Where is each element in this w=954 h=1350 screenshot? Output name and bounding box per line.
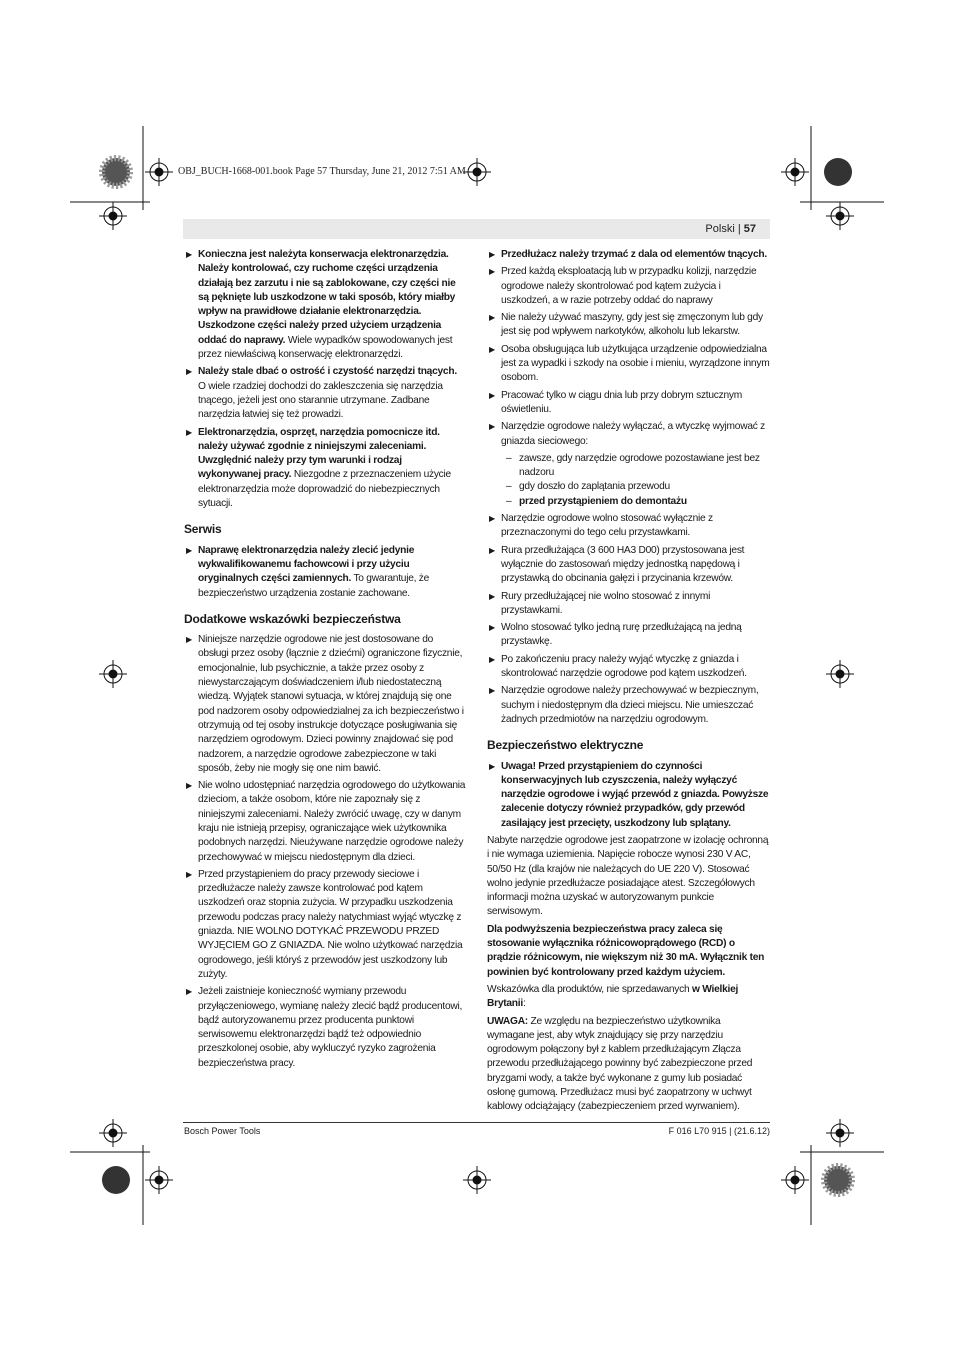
bullet-item: [487, 590, 770, 619]
uk-note-bold: w Wielkiej Brytanii: [487, 983, 739, 1010]
bullet-icon: ▶: [489, 654, 495, 664]
bullet-icon: ▶: [489, 313, 495, 323]
bullet-item: [184, 248, 466, 362]
electric-paragraph-4: [487, 1015, 770, 1115]
bullet-item: [487, 621, 770, 650]
bullet-item: [487, 248, 770, 262]
bullet-icon: ▶: [489, 545, 495, 555]
dash-item-text: przed przystąpieniem do demontażu: [519, 495, 687, 507]
bullet-item: [487, 653, 770, 682]
electric-heading: Bezpieczeństwo elektryczne: [487, 738, 644, 753]
bullet-item-text: Narzędzie ogrodowe należy przechowywać w bezpiecznym, suchym i niedostępnym dla dzieci miejscu. Nie umieszczać żadnych przedmiotów na narzędziu ogrodowym.: [501, 685, 759, 725]
bullet-item: [487, 684, 770, 727]
right-dash-list: [487, 452, 770, 509]
uk-note-end: :: [522, 998, 526, 1010]
bullet-item-text: Wiele wypadków spowodowanych jest przez niewłaściwą konserwację elektronarzędzi.: [198, 334, 453, 361]
electric-paragraph-1: Nabyte narzędzie ogrodowe jest zaopatrzone w izolację ochronną i nie wymaga uziemienia. Napięcie robocze wynosi 230 V AC, 50/50 Hz (dla krajów nie należących do UE 220 V). Stosować wolno jedynie przedłużacze posiadające atest. Szczegółowych informacji można uzyskać w autoryzowanym punkcie serwisowym.: [487, 834, 769, 918]
bullet-item-bold: Przedłużacz należy trzymać z dala od elementów tnących.: [501, 249, 767, 260]
bullet-item: [184, 426, 466, 512]
language-label: Polski: [705, 223, 735, 235]
bullet-item: [184, 868, 466, 982]
dash-item: [487, 495, 770, 509]
bullet-item: [487, 311, 770, 340]
bullet-item-text: Nie należy używać maszyny, gdy jest się zmęczonym lub gdy jest się pod wpływem narkotyków, alkoholu lub lekarstw.: [501, 312, 763, 338]
bullet-item-text: Wolno stosować tylko jedną rurę przedłużającą na jedną przystawkę.: [501, 622, 742, 648]
bullet-item-text: Po zakończeniu pracy należy wyjąć wtyczkę z gniazda i skontrolować narzędzie ogrodowe pod kątem uszkodzeń.: [501, 653, 747, 680]
bullet-item-text: Rury przedłużającej nie wolno stosować z innymi przystawkami.: [501, 590, 711, 616]
bullet-item-text: Narzędzie ogrodowe wolno stosować wyłącznie z przeznaczonymi do tego celu przystawkami.: [501, 513, 713, 539]
bullet-icon: ▶: [186, 250, 192, 259]
bullet-icon: ▶: [186, 869, 192, 879]
bullet-item-bold: Konieczna jest należyta konserwacja elektronarzędzia. Należy kontrolować, czy ruchome części urządzenia działają bez zarzutu i nie są zablokowane, czy części nie są pęknięte lub uszkodzone w taki sposób, który miałby wpływ na prawidłowe działanie elektronarzędzia. Uszkodzone części należy przed użyciem urządzenia oddać do naprawy.: [198, 249, 456, 346]
bullet-icon: ▶: [186, 545, 192, 555]
bullet-item: [184, 985, 466, 1071]
bullet-icon: ▶: [489, 344, 495, 354]
rcd-note: Dla podwyższenia bezpieczeństwa pracy zaleca się stosowanie wyłącznika różnicowoprądowego (RCD) o prądzie różnicowym, nie większym niż 30 mA. Wyłącznik ten powinien być kontrolowany przed każdym użyciem.: [487, 923, 765, 978]
header-separator: |: [737, 223, 741, 235]
bullet-icon: ▶: [186, 427, 192, 437]
bullet-item: [487, 544, 770, 587]
bullet-item-text: Narzędzie ogrodowe należy wyłączać, a wtyczkę wyjmować z gniazda sieciowego:: [501, 421, 765, 447]
bullet-item: [184, 633, 466, 776]
dash-item: [487, 480, 770, 494]
electric-item-bold: Uwaga! Przed przystąpieniem do czynności konserwacyjnych lub czyszczenia, należy wyłączyć narzędzie ogrodowe i wyjąć przewód z gniazda. Powyższe zalecenie dotyczy również przypadków, gdy przewód zasilający jest przecięty, uszkodzony lub splątany.: [501, 760, 769, 829]
warning-text: Ze względu na bezpieczeństwo użytkownika wymagane jest, aby wtyk znajdujący się przy narzędziu ogrodowym połączony był z kablem przedłużającym Złącza przewodu przedłużającego powinny być zabezpieczone przed bryzgami wody, a także być wykonane z gumy lub posiadać osłonę gumową. Przedłużacz musi być zaopatrzony w uchwyt kablowy odciążający (zabezpieczeniem przed wyrwaniem).: [487, 1015, 753, 1113]
bullet-icon: ▶: [186, 987, 192, 997]
page-label: [705, 223, 756, 235]
bullet-icon: ▶: [489, 267, 495, 277]
dash-item-text: gdy doszło do zaplątania przewodu: [519, 481, 670, 493]
right-bullet-list-1: [487, 248, 770, 449]
bullet-item-text: Przed przystąpieniem do pracy przewody sieciowe i przedłużacze należy zawsze kontrolować pod kątem uszkodzeń oraz stopnia zużycia. W przypadku uszkodzenia przewodu podczas pracy należy natychmiast wyjąć wtyczkę z gniazda. NIE WOLNO DOTYKAĆ PRZEWODU PRZED WYJĘCIEM GO Z GNIAZDA. Nie wolno użytkować narzędzia ogrodowego, jeśli któryś z przewodów jest uszkodzony lub zużyty.: [198, 868, 463, 980]
bullet-item-text: Jeżeli zaistnieje konieczność wymiany przewodu przyłączeniowego, wymianę należy zlecić bądź producentowi, bądź autoryzowanemu przez producenta punktowi serwisowemu elektronarzędzi bądź też odpowiednio przeszkolonej osobie, aby wykluczyć ryzyko zagrożenia bezpieczeństwa pracy.: [198, 986, 463, 1069]
bullet-item-text: Rura przedłużająca (3 600 HA3 D00) przystosowana jest wyłącznie do zastosowań między jednostką napędową i przystawką do obcinania gałęzi i przycinania krzewów.: [501, 544, 745, 585]
extra-safety-heading: Dodatkowe wskazówki bezpieczeństwa: [184, 611, 401, 626]
electric-paragraph-3: [487, 983, 770, 1012]
bullet-item-text: Osoba obsługująca lub użytkująca urządzenie odpowiedzialna jest za wypadki i szkody na osobie i mieniu, wyrządzone innym osobom.: [501, 343, 770, 384]
bullet-icon: ▶: [489, 390, 495, 400]
serwis-item-text: To gwarantuje, że bezpieczeństwo urządzenia zostanie zachowane.: [198, 573, 430, 599]
bullet-icon: ▶: [186, 367, 192, 377]
left-bullet-list-2: [184, 633, 466, 1071]
page-header: [183, 219, 770, 239]
warning-label: UWAGA:: [487, 1015, 528, 1027]
left-bullet-list-1: [184, 248, 466, 511]
serwis-heading: Serwis: [184, 522, 222, 537]
uk-note-text: Wskazówka dla produktów, nie sprzedawanych: [487, 983, 692, 995]
dash-item: [487, 452, 770, 481]
bullet-icon: ▶: [186, 635, 192, 645]
bullet-item: [487, 389, 770, 418]
bullet-item-bold: Należy stale dbać o ostrość i czystość narzędzi tnących.: [198, 366, 457, 378]
bullet-item-text: Pracować tylko w ciągu dnia lub przy dobrym sztucznym oświetleniu.: [501, 389, 742, 415]
bullet-item-text: Nie wolno udostępniać narzędzia ogrodowego do użytkowania dzieciom, a także osobom, które nie zapoznały się z niniejszymi zaleceniami. Należy zwrócić uwagę, czy w danym kraju nie istnieją przepisy, ograniczające wiek użytkownika podobnych narzędzi. Nieużywane narzędzie ogrodowe należy przechowywać w miejscu niedostępnym dla dzieci.: [198, 780, 466, 863]
footer-rule: [183, 1122, 770, 1123]
bullet-icon: ▶: [489, 422, 495, 432]
bullet-item-text: Niezgodne z przeznaczeniem użycie elektronarzędzia może doprowadzić do niebezpiecznych sytuacji.: [198, 469, 451, 510]
bullet-icon: ▶: [489, 686, 495, 696]
bullet-item: [487, 265, 770, 308]
bullet-icon: ▶: [489, 591, 495, 601]
serwis-item: [184, 544, 466, 601]
dash-icon: –: [506, 481, 512, 493]
left-column: [184, 248, 466, 1074]
dash-icon: –: [506, 452, 512, 464]
bullet-item-bold: Elektronarzędzia, osprzęt, narzędzia pomocnicze itd. należy używać zgodnie z niniejszymi zaleceniami. Uwzględnić należy przy tym warunki i rodzaj wykonywanej pracy.: [198, 426, 440, 481]
dash-item-text: zawsze, gdy narzędzie ogrodowe pozostawiane jest bez nadzoru: [519, 452, 760, 479]
bullet-item: [184, 365, 466, 422]
bullet-icon: ▶: [489, 761, 495, 771]
bullet-item: [487, 512, 770, 541]
bullet-item: [487, 420, 770, 449]
bullet-item: [487, 343, 770, 386]
right-bullet-list-2: [487, 512, 770, 727]
page-number: 57: [743, 223, 756, 235]
print-info: OBJ_BUCH-1668-001.book Page 57 Thursday, June 21, 2012 7:51 AM: [178, 166, 466, 177]
bullet-icon: ▶: [489, 250, 495, 259]
bullet-icon: ▶: [489, 623, 495, 633]
bullet-icon: ▶: [186, 781, 192, 791]
electric-item: [487, 760, 770, 831]
footer-doc-id: F 016 L70 915 | (21.6.12): [668, 1126, 770, 1136]
footer-brand: Bosch Power Tools: [184, 1126, 261, 1136]
electric-paragraph-2: [487, 923, 770, 980]
bullet-item-text: Niniejsze narzędzie ogrodowe nie jest dostosowane do obsługi przez osoby (łącznie z dziećmi) ograniczone fizycznie, emocjonalnie, lub psychicznie, a także przez osoby z niewystarczającym doświadczeniem i/lub niedostateczną wiedzą. Wyjątek stanowi sytuacja, w której znajdują się one pod nadzorem osoby odpowiedzialnej za ich bezpieczeństwo i otrzymują od tej osoby instrukcje dotyczące posługiwania się narzędziem ogrodowym. Dzieci powinny znajdować się pod nadzorem, a narzędzie ogrodowe zabezpieczone w taki sposób, żeby nie mogły się one nim bawić.: [198, 634, 464, 774]
bullet-icon: ▶: [489, 514, 495, 524]
dash-icon: –: [506, 495, 512, 507]
bullet-item-text: Przed każdą eksploatacją lub w przypadku kolizji, narzędzie ogrodowe należy skontrolować pod kątem zużycia i uszkodzeń, a w razie potrzeby oddać do naprawy: [501, 266, 757, 306]
serwis-item-bold: Naprawę elektronarzędzia należy zlecić jedynie wykwalifikowanemu fachowcowi i przy użyciu oryginalnych części zamiennych.: [198, 544, 415, 585]
right-column: [487, 248, 770, 1118]
bullet-item: [184, 779, 466, 865]
bullet-item-text: O wiele rzadziej dochodzi do zakleszczenia się narzędzia tnącego, jeżeli jest ono starannie utrzymane. Zadbane narzędzia łatwiej się też prowadzi.: [198, 380, 443, 421]
